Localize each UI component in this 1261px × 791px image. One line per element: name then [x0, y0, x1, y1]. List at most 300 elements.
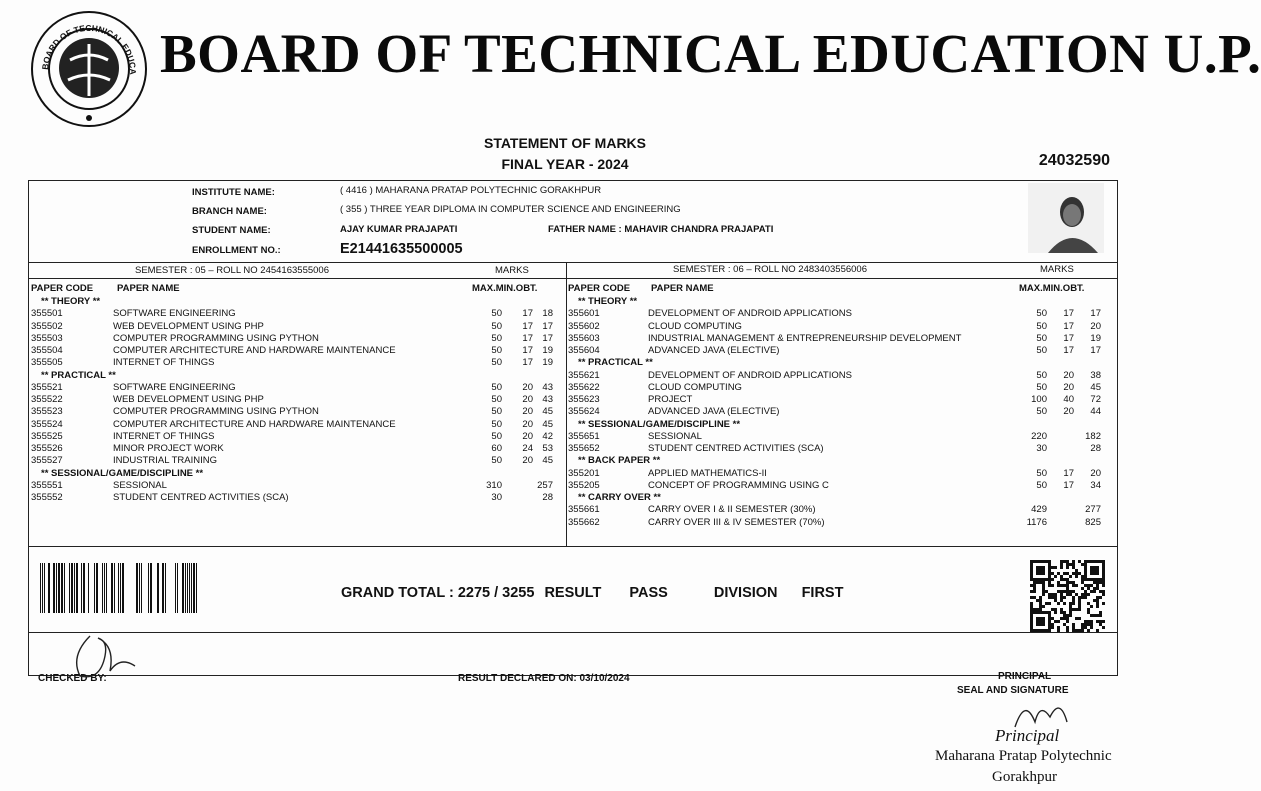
paper-name: COMPUTER PROGRAMMING USING PYTHON: [113, 332, 319, 344]
max-marks: 50: [491, 332, 502, 344]
left-row: [31, 406, 557, 418]
qr-module: [1033, 596, 1036, 599]
qr-module: [1036, 599, 1039, 602]
left-max-header: MAX.MIN.OBT.: [472, 283, 538, 294]
qr-module: [1096, 596, 1099, 599]
qr-module: [1075, 584, 1078, 587]
qr-module: [1102, 626, 1105, 629]
barcode-bar: [177, 563, 178, 613]
qr-module: [1072, 599, 1075, 602]
qr-module: [1069, 575, 1072, 578]
qr-module: [1066, 593, 1069, 596]
barcode-bar: [122, 563, 124, 613]
qr-module: [1072, 581, 1075, 584]
enrollment-number: E21441635500005: [340, 241, 463, 257]
paper-name: PROJECT: [648, 394, 693, 405]
qr-module: [1084, 584, 1087, 587]
seal-signature-label: SEAL AND SIGNATURE: [957, 685, 1069, 696]
barcode-bar: [102, 563, 103, 613]
qr-module: [1066, 560, 1069, 563]
max-marks: 50: [1036, 320, 1047, 332]
qr-module: [1063, 596, 1066, 599]
qr-module: [1033, 587, 1036, 590]
min-marks: 40: [1063, 394, 1074, 405]
qr-module: [1054, 593, 1057, 596]
qr-module: [1081, 563, 1084, 566]
grand-total-value: 2275 / 3255: [457, 585, 535, 601]
barcode-bar: [61, 563, 63, 613]
qr-module: [1078, 599, 1081, 602]
max-marks: 50: [491, 455, 502, 467]
qr-module: [1051, 572, 1054, 575]
paper-code: 355652: [568, 443, 600, 454]
qr-module: [1096, 587, 1099, 590]
left-row: [31, 357, 557, 369]
barcode-bar: [165, 563, 166, 613]
paper-name: CONCEPT OF PROGRAMMING USING C: [648, 479, 829, 491]
obtained-marks: 44: [1090, 406, 1101, 418]
max-marks: 310: [486, 479, 502, 491]
qr-module: [1039, 602, 1042, 605]
paper-name: DEVELOPMENT OF ANDROID APPLICATIONS: [648, 308, 852, 320]
qr-module: [1066, 620, 1069, 623]
qr-module: [1060, 608, 1063, 611]
paper-name: APPLIED MATHEMATICS-II: [648, 467, 767, 479]
qr-module: [1081, 596, 1084, 599]
qr-module: [1060, 584, 1063, 587]
qr-module: [1081, 626, 1084, 629]
paper-name: ADVANCED JAVA (ELECTIVE): [648, 345, 780, 356]
qr-module: [1039, 599, 1042, 602]
qr-module: [1063, 617, 1066, 620]
qr-module: [1060, 563, 1063, 566]
left-row: [31, 480, 557, 492]
qr-module: [1057, 581, 1060, 584]
qr-module: [1042, 590, 1045, 593]
min-marks: 20: [522, 394, 533, 405]
right-row: [568, 504, 1105, 516]
board-title: BOARD OF TECHNICAL EDUCATION U.P.: [160, 23, 1261, 84]
right-row: [568, 370, 1105, 382]
obtained-marks: 257: [537, 479, 553, 491]
qr-module: [1063, 602, 1066, 605]
min-marks: 20: [522, 455, 533, 467]
qr-module: [1081, 629, 1084, 632]
qr-module: [1069, 611, 1072, 614]
qr-module: [1096, 581, 1099, 584]
qr-module: [1051, 608, 1054, 611]
result-declared-date: RESULT DECLARED ON: 03/10/2024: [458, 673, 630, 684]
qr-module: [1066, 578, 1069, 581]
paper-name: CARRY OVER III & IV SEMESTER (70%): [648, 516, 825, 528]
right-row: [568, 345, 1105, 357]
qr-module: [1075, 593, 1078, 596]
barcode-bar: [88, 563, 89, 613]
barcode-bar: [136, 563, 138, 613]
qr-module: [1081, 587, 1084, 590]
qr-module: [1063, 611, 1066, 614]
left-code-header: PAPER CODE: [31, 283, 94, 294]
father-name: FATHER NAME : MAHAVIR CHANDRA PRAJAPATI: [548, 224, 774, 235]
qr-module: [1048, 584, 1051, 587]
barcode-bar: [150, 563, 152, 613]
qr-module: [1033, 581, 1036, 584]
qr-module: [1066, 614, 1069, 617]
max-marks: 50: [491, 394, 502, 405]
barcode-bar: [185, 563, 186, 613]
student-label: STUDENT NAME:: [192, 225, 271, 236]
obtained-marks: 20: [1090, 320, 1101, 332]
barcode-bar: [83, 563, 85, 613]
min-marks: 17: [522, 308, 533, 320]
qr-module: [1030, 602, 1033, 605]
min-marks: 17: [1063, 320, 1074, 332]
qr-module: [1081, 578, 1084, 581]
left-row: [31, 443, 557, 455]
obtained-marks: 72: [1090, 394, 1101, 405]
qr-module: [1069, 563, 1072, 566]
qr-module: [1066, 563, 1069, 566]
division-value: FIRST: [801, 585, 844, 601]
qr-module: [1060, 617, 1063, 620]
qr-module: [1057, 629, 1060, 632]
final-year: FINAL YEAR - 2024: [501, 156, 629, 172]
qr-module: [1102, 581, 1105, 584]
barcode-bar: [40, 563, 41, 613]
obtained-marks: 18: [542, 308, 553, 320]
qr-module: [1057, 584, 1060, 587]
paper-code: 355502: [31, 320, 63, 332]
left-name-header: PAPER NAME: [117, 283, 180, 294]
max-marks: 50: [1036, 369, 1047, 381]
qr-module: [1081, 575, 1084, 578]
right-row: [568, 419, 1105, 431]
min-marks: 17: [1063, 467, 1074, 479]
min-marks: 20: [522, 430, 533, 442]
right-row: [568, 382, 1105, 394]
obtained-marks: 17: [542, 320, 553, 332]
qr-module: [1072, 602, 1075, 605]
barcode-bar: [189, 563, 190, 613]
right-row: [568, 308, 1105, 320]
barcode-bar: [118, 563, 119, 613]
barcode-bar: [69, 563, 70, 613]
barcode-bar: [139, 563, 140, 613]
qr-module: [1066, 590, 1069, 593]
qr-module: [1102, 584, 1105, 587]
qr-module: [1051, 623, 1054, 626]
qr-module: [1087, 587, 1090, 590]
qr-module: [1045, 602, 1048, 605]
qr-module: [1048, 593, 1051, 596]
paper-name: STUDENT CENTRED ACTIVITIES (SCA): [648, 443, 824, 454]
barcode-bar: [42, 563, 43, 613]
qr-module: [1054, 620, 1057, 623]
qr-module: [1066, 581, 1069, 584]
qr-module: [1054, 599, 1057, 602]
max-marks: 30: [491, 492, 502, 503]
qr-module: [1081, 593, 1084, 596]
obtained-marks: 38: [1090, 369, 1101, 381]
qr-module: [1072, 629, 1075, 632]
left-row: [31, 455, 557, 467]
qr-module: [1102, 602, 1105, 605]
qr-module: [1081, 623, 1084, 626]
qr-module: [1096, 629, 1099, 632]
board-logo: [30, 10, 148, 128]
paper-name: MINOR PROJECT WORK: [113, 443, 224, 454]
qr-module: [1069, 608, 1072, 611]
max-marks: 50: [1036, 406, 1047, 418]
qr-module: [1063, 578, 1066, 581]
qr-module: [1066, 572, 1069, 575]
barcode-bar: [111, 563, 113, 613]
qr-module: [1036, 608, 1039, 611]
paper-name: ADVANCED JAVA (ELECTIVE): [648, 406, 780, 418]
max-marks: 50: [491, 357, 502, 369]
paper-code: 355662: [568, 516, 600, 528]
max-marks: 429: [1031, 504, 1047, 516]
paper-name: INTERNET OF THINGS: [113, 357, 215, 369]
obtained-marks: 19: [542, 345, 553, 356]
paper-name: SESSIONAL: [113, 479, 167, 491]
qr-module: [1090, 614, 1093, 617]
qr-module: [1084, 620, 1087, 623]
obtained-marks: 19: [1090, 332, 1101, 344]
left-row: [31, 308, 557, 320]
qr-module: [1030, 590, 1033, 593]
min-marks: 20: [1063, 406, 1074, 418]
min-marks: 17: [1063, 308, 1074, 320]
barcode-bar: [58, 563, 60, 613]
obtained-marks: 45: [1090, 381, 1101, 393]
paper-code: 355623: [568, 394, 600, 405]
paper-name: INDUSTRIAL MANAGEMENT & ENTREPRENEURSHIP DEVELOPMENT: [648, 332, 962, 344]
right-row: [568, 394, 1105, 406]
barcode-bar: [81, 563, 82, 613]
qr-module: [1063, 584, 1066, 587]
paper-code: 355527: [31, 455, 63, 467]
qr-module: [1099, 620, 1102, 623]
qr-module: [1084, 623, 1087, 626]
qr-module: [1066, 584, 1069, 587]
qr-module: [1072, 572, 1075, 575]
left-row: [31, 321, 557, 333]
qr-module: [1066, 566, 1069, 569]
left-row: [31, 431, 557, 443]
qr-module: [1081, 581, 1084, 584]
barcode-bar: [196, 563, 197, 613]
max-marks: 60: [491, 443, 502, 454]
max-marks: 30: [1036, 443, 1047, 454]
barcode-bar: [104, 563, 105, 613]
barcode-bar: [64, 563, 65, 613]
right-max-header: MAX.MIN.OBT.: [1019, 283, 1085, 294]
branch-label: BRANCH NAME:: [192, 206, 267, 217]
barcode-bar: [48, 563, 50, 613]
qr-module: [1030, 584, 1033, 587]
institute-label: INSTITUTE NAME:: [192, 187, 275, 198]
paper-code: 355503: [31, 332, 63, 344]
stamp-city: Gorakhpur: [992, 769, 1057, 785]
qr-module: [1060, 596, 1063, 599]
qr-module: [1033, 590, 1036, 593]
min-marks: 20: [522, 381, 533, 393]
left-row: [31, 345, 557, 357]
right-row: [568, 480, 1105, 492]
left-row: [31, 370, 557, 382]
barcode-bar: [182, 563, 184, 613]
qr-module: [1084, 593, 1087, 596]
qr-module: [1072, 596, 1075, 599]
enrollment-label: ENROLLMENT NO.:: [192, 245, 281, 256]
section-heading: ** CARRY OVER **: [578, 492, 661, 503]
min-marks: 17: [522, 345, 533, 356]
paper-code: 355501: [31, 308, 63, 320]
qr-module: [1051, 626, 1054, 629]
paper-code: 355661: [568, 504, 600, 516]
barcode-bar: [193, 563, 195, 613]
qr-module: [1060, 575, 1063, 578]
paper-code: 355604: [568, 345, 600, 356]
barcode-bar: [56, 563, 57, 613]
qr-module: [1072, 566, 1075, 569]
qr-module: [1084, 596, 1087, 599]
qr-module: [1093, 590, 1096, 593]
checked-by-label: CHECKED BY:: [38, 673, 107, 684]
qr-module: [1078, 629, 1081, 632]
paper-name: STUDENT CENTRED ACTIVITIES (SCA): [113, 492, 289, 503]
qr-module: [1072, 626, 1075, 629]
qr-module: [1054, 608, 1057, 611]
qr-module: [1060, 590, 1063, 593]
max-marks: 50: [1036, 467, 1047, 479]
section-heading: ** THEORY **: [578, 296, 638, 307]
qr-module: [1099, 590, 1102, 593]
paper-code: 355603: [568, 332, 600, 344]
qr-module: [1051, 584, 1054, 587]
paper-name: INTERNET OF THINGS: [113, 430, 215, 442]
qr-module: [1102, 590, 1105, 593]
qr-module: [1063, 614, 1066, 617]
min-marks: 17: [1063, 332, 1074, 344]
left-row: [31, 419, 557, 431]
grand-total-label: GRAND TOTAL :: [341, 585, 454, 601]
obtained-marks: 34: [1090, 479, 1101, 491]
obtained-marks: 45: [542, 406, 553, 418]
obtained-marks: 17: [1090, 345, 1101, 356]
qr-module: [1069, 602, 1072, 605]
max-marks: 50: [1036, 479, 1047, 491]
qr-module: [1099, 614, 1102, 617]
min-marks: 17: [1063, 345, 1074, 356]
qr-module: [1087, 593, 1090, 596]
serial-number: 24032590: [1038, 152, 1110, 169]
max-marks: 1176: [1026, 516, 1047, 528]
qr-module: [1078, 596, 1081, 599]
paper-code: 355201: [568, 467, 600, 479]
qr-module: [1090, 620, 1093, 623]
qr-module: [1069, 581, 1072, 584]
min-marks: 20: [1063, 369, 1074, 381]
principal-label: PRINCIPAL: [998, 671, 1052, 682]
qr-module: [1087, 608, 1090, 611]
paper-code: 355523: [31, 406, 63, 418]
qr-module: [1096, 614, 1099, 617]
barcode-bar: [76, 563, 78, 613]
paper-name: WEB DEVELOPMENT USING PHP: [113, 320, 264, 332]
qr-module: [1051, 578, 1054, 581]
paper-name: CLOUD COMPUTING: [648, 381, 742, 393]
qr-module: [1087, 602, 1090, 605]
section-heading: ** SESSIONAL/GAME/DISCIPLINE **: [578, 418, 741, 430]
qr-module: [1069, 590, 1072, 593]
paper-code: 355504: [31, 345, 63, 356]
qr-module: [1054, 566, 1057, 569]
paper-name: DEVELOPMENT OF ANDROID APPLICATIONS: [648, 369, 852, 381]
obtained-marks: 277: [1085, 504, 1101, 516]
stamp-principal: Principal: [995, 726, 1060, 745]
qr-module: [1066, 587, 1069, 590]
left-row: [31, 296, 557, 308]
obtained-marks: 825: [1085, 516, 1101, 528]
qr-module: [1048, 596, 1051, 599]
paper-name: CARRY OVER I & II SEMESTER (30%): [648, 504, 816, 516]
qr-module: [1042, 605, 1045, 608]
institute-name: ( 4416 ) MAHARANA PRATAP POLYTECHNIC GORAKHPUR: [340, 185, 602, 196]
qr-module: [1042, 584, 1045, 587]
paper-code: 355624: [568, 406, 600, 418]
max-marks: 50: [1036, 308, 1047, 320]
qr-module: [1087, 620, 1090, 623]
max-marks: 50: [491, 308, 502, 320]
paper-code: 355551: [31, 479, 63, 491]
qr-module: [1084, 626, 1087, 629]
qr-module: [1066, 629, 1069, 632]
min-marks: 17: [522, 332, 533, 344]
qr-module: [1045, 590, 1048, 593]
qr-module: [1030, 608, 1033, 611]
right-row: [568, 321, 1105, 333]
qr-module: [1060, 560, 1063, 563]
paper-code: 355521: [31, 381, 63, 393]
right-row: [568, 492, 1105, 504]
obtained-marks: 19: [542, 357, 553, 369]
qr-module: [1063, 572, 1066, 575]
max-marks: 100: [1031, 394, 1047, 405]
qr-module: [1102, 593, 1105, 596]
qr-module: [1090, 623, 1093, 626]
qr-module: [1072, 608, 1075, 611]
qr-module: [1069, 605, 1072, 608]
max-marks: 50: [1036, 332, 1047, 344]
qr-module: [1072, 560, 1075, 563]
qr-module: [1030, 596, 1033, 599]
max-marks: 220: [1031, 430, 1047, 442]
right-marks-heading: MARKS: [1040, 264, 1074, 275]
min-marks: 24: [522, 443, 533, 454]
qr-module: [1066, 626, 1069, 629]
logo-ring-text: BOARD OF TECHNICAL EDUCA: [39, 22, 139, 75]
result-value: PASS: [629, 585, 668, 601]
paper-name: SESSIONAL: [648, 430, 702, 442]
barcode-bar: [106, 563, 107, 613]
qr-module: [1096, 620, 1099, 623]
statement-title: STATEMENT OF MARKS: [483, 135, 647, 151]
right-row: [568, 406, 1105, 418]
qr-module: [1096, 605, 1099, 608]
barcode-bar: [71, 563, 73, 613]
